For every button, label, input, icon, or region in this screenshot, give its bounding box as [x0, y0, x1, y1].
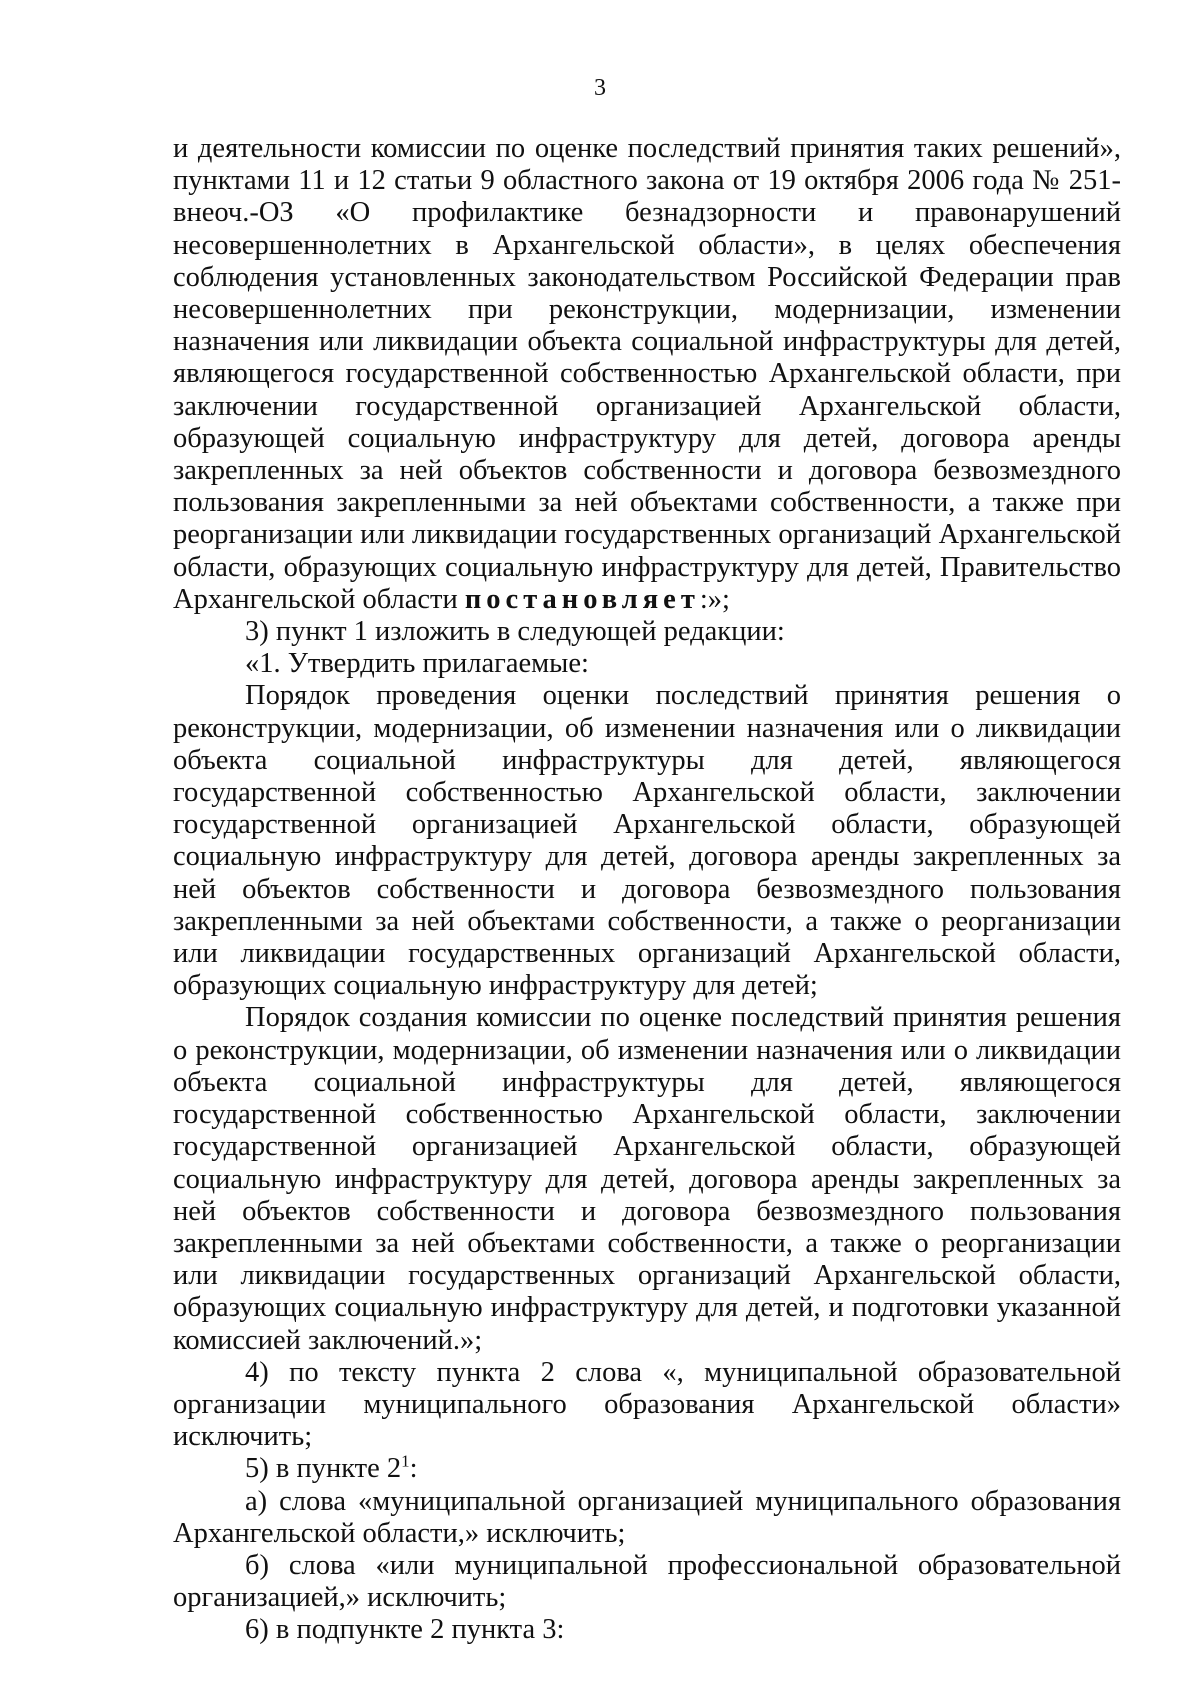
- preamble-text: и деятельности комиссии по оценке последствий принятия таких решений», пунктами 11 и 12 статьи 9 областного закона от 19 октября 2006 года № 251-внеоч.-ОЗ «О профилактике безнадзорности и правонарушений несовершеннолетних в Архангельской области», в целях обеспечения соблюдения установленных законодательством Российской Федерации прав несовершеннолетних при реконструкции, модернизации, изменении назначения или ликвидации объекта социальной инфраструктуры для детей, являющегося государственной собственностью Архангельской области, при заключении государственной организацией Архангельской области, образующей социальную инфраструктуру для детей, договора аренды закрепленных за ней объектов собственности и договора безвозмездного пользования закрепленными за ней объектами собственности, а также при реорганизации или ликвидации государственных организаций Архангельской области, образующих социальную инфраструктуру для детей, Правительство Архангельской области: [173, 133, 1121, 615]
- paragraph-commission-procedure: Порядок создания комиссии по оценке последствий принятия решения о реконструкции, модернизации, об изменении назначения или о ликвидации объекта социальной инфраструктуры для детей, являющегося государственной собственностью Архангельской области, заключении государственной организацией Архангельской области, образующей социальную инфраструктуру для детей, договора аренды закрепленных за ней объектов собственности и договора безвозмездного пользования закрепленными за ней объектами собственности, а также о реорганизации или ликвидации государственных организаций Архангельской области, образующих социальную инфраструктуру для детей, и подготовки указанной комиссией заключений.»;: [173, 1002, 1121, 1356]
- item-5-superscript: 1: [401, 1451, 410, 1471]
- preamble-tail: :»;: [699, 583, 730, 615]
- paragraph-approve: «1. Утвердить прилагаемые:: [245, 648, 589, 680]
- document-body: [173, 133, 1121, 1647]
- item-5-text: 5) в пункте 2: [245, 1453, 402, 1485]
- paragraph-item-3: 3) пункт 1 изложить в следующей редакции:: [245, 616, 785, 648]
- paragraph-subitem-a: а) слова «муниципальной организацией муниципального образования Архангельской области,» исключить;: [173, 1485, 1121, 1549]
- paragraph-assessment-procedure: Порядок проведения оценки последствий принятия решения о реконструкции, модернизации, об изменении назначения или о ликвидации объекта социальной инфраструктуры для детей, являющегося государственной собственностью Архангельской области, заключении государственной организацией Архангельской области, образующей социальную инфраструктуру для детей, договора аренды закрепленных за ней объектов собственности и договора безвозмездного пользования закрепленными за ней объектами собственности, а также о реорганизации или ликвидации государственных организаций Архангельской области, образующих социальную инфраструктуру для детей;: [173, 680, 1121, 1002]
- paragraph-preamble: [173, 133, 1121, 616]
- resolves-keyword: постановляет: [464, 583, 700, 615]
- paragraph-item-5: [173, 1453, 1121, 1485]
- paragraph-subitem-b: б) слова «или муниципальной профессиональной образовательной организацией,» исключить;: [173, 1549, 1121, 1614]
- paragraph-item-4: 4) по тексту пункта 2 слова «, муниципальной образовательной организации муниципального образования Архангельской области» исключить;: [173, 1356, 1121, 1453]
- page-number: 3: [594, 75, 606, 101]
- item-5-tail: :: [409, 1453, 418, 1485]
- paragraph-item-6: 6) в подпункте 2 пункта 3:: [245, 1614, 565, 1646]
